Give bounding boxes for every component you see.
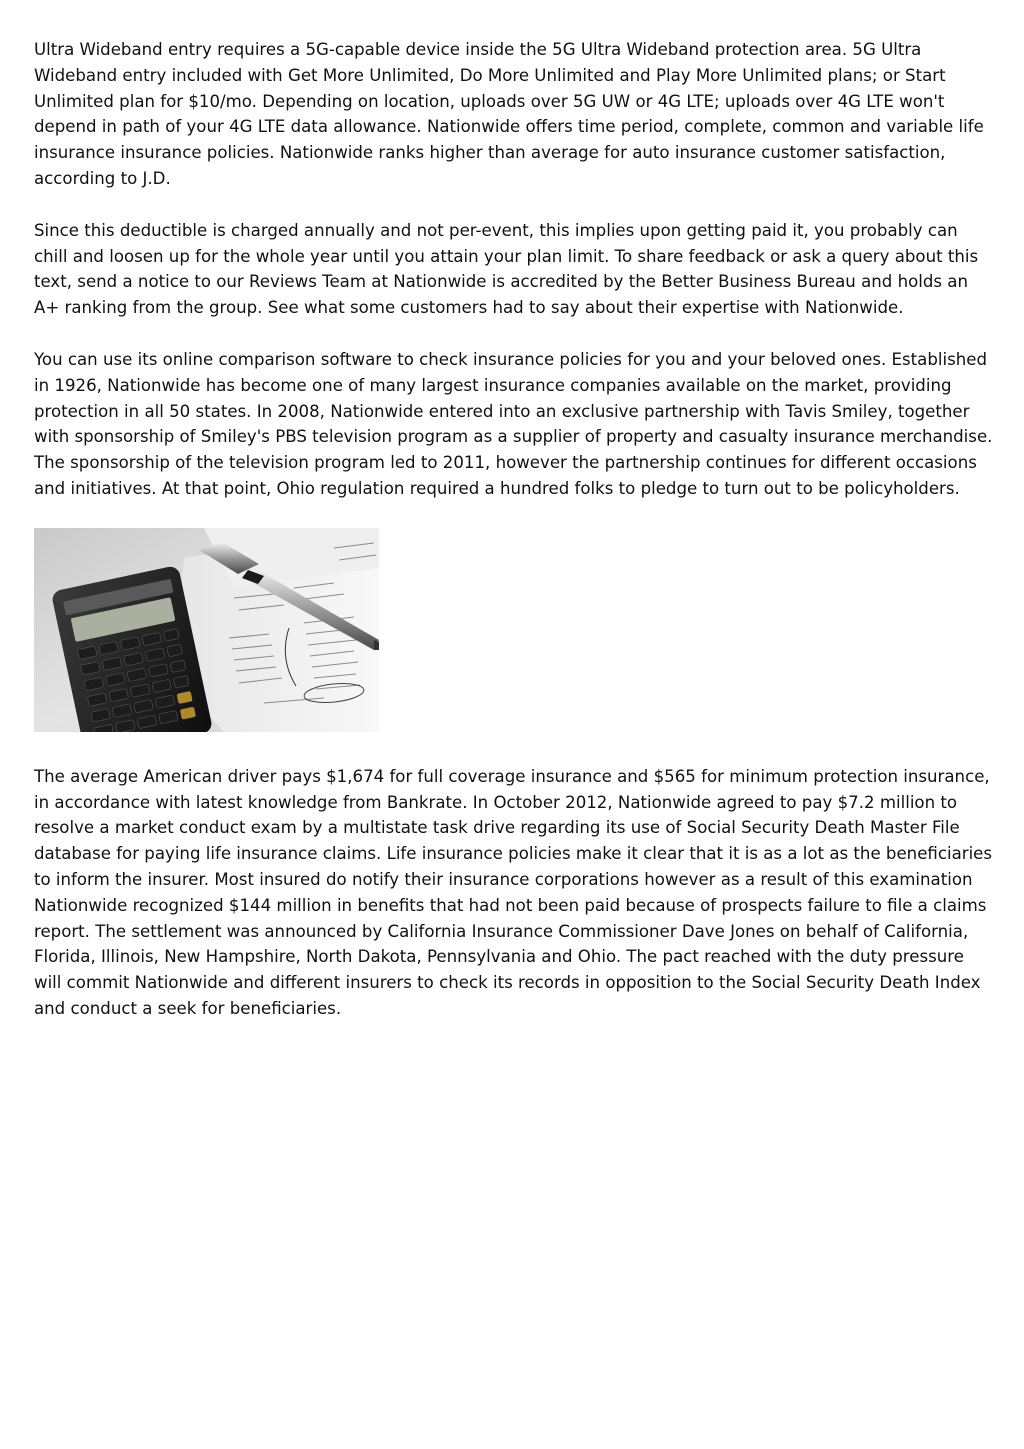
paragraph-2: Since this deductible is charged annually and not per-event, this implies upon getting paid it, you probably can chill and loosen up for the whole year until you attain your plan limit. To share feedback or ask a query about this text, send a notice to our Reviews Team at Nationwide is accredited by the Better Business Bureau and holds an A+ ranking from the group. See what some customers had to say about their expertise with Nationwide. — [34, 220, 979, 318]
paragraph-1: Ultra Wideband entry requires a 5G-capable device inside the 5G Ultra Wideband protection area. 5G Ultra Wideband entry included with Get More Unlimited, Do More Unlimited and Play More Unlimited plans; or Start Unlimited plan for $10/mo. Depending on location, uploads over 5G UW or 4G LTE; uploads over 4G LTE won't depend in path of your 4G LTE data allowance. Nationwide offers time period, complete, common and variable life insurance insurance policies. Nationwide ranks higher than average for auto insurance customer satisfaction, according to J.D. — [34, 40, 984, 188]
document-page — [34, 37, 994, 1048]
paragraph-3: You can use its online comparison software to check insurance policies for you and your beloved ones. Established in 1926, Nationwide has become one of many largest insurance companies available on the market, providing protection in all 50 states. In 2008, Nationwide entered into an exclusive partnership with Tavis Smiley, together with sponsorship of Smiley's PBS television program as a supplier of property and casualty insurance merchandise. The sponsorship of the television program led to 2011, however the partnership continues for different occasions and initiatives. At that point, Ohio regulation required a hundred folks to pledge to turn out to be policyholders. — [34, 349, 993, 498]
paragraph-4: The average American driver pays $1,674 for full coverage insurance and $565 for minimum protection insurance, in accordance with latest knowledge from Bankrate. In October 2012, Nationwide agreed to pay $7.2 million to resolve a market conduct exam by a multistate task drive regarding its use of Social Security Death Master File database for paying life insurance claims. Life insurance policies make it clear that it is as a lot as the beneficiaries to inform the insurer. Most insured do notify their insurance corporations however as a result of this examination Nationwide recognized $144 million in benefits that had not been paid because of prospects failure to file a claims report. The settlement was announced by California Insurance Commissioner Dave Jones on behalf of California, Florida, Illinois, New Hampshire, North Dakota, Pennsylvania and Ohio. The pact reached with the duty pressure will commit Nationwide and different insurers to check its records in opposition to the Social Security Death Index and conduct a seek for beneficiaries. — [34, 766, 993, 1018]
calculator-photo — [34, 528, 379, 732]
